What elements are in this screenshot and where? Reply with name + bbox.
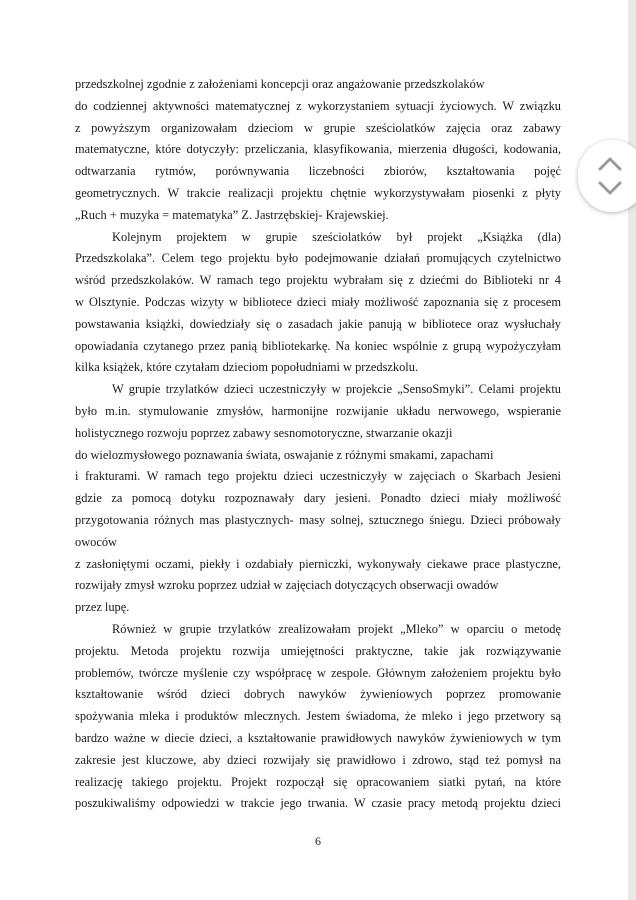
chevron-down-icon	[597, 178, 623, 198]
text-line: z zasłoniętymi oczami, piekły i ozdabiały pierniczki, wykonywały ciekawe prace plastyczne,	[75, 556, 561, 571]
page-navigation	[578, 140, 636, 212]
text-line: kilka książek, które czytałam dzieciom popołudniami w przedszkolu.	[75, 360, 419, 375]
text-line: z powyższym organizowałam dzieciom w grupie sześciolatków zajęcia oraz zabawy	[75, 120, 561, 135]
page-number: 6	[315, 834, 321, 848]
text-line: owoców	[75, 534, 117, 549]
text-line: przedszkolnej zgodnie z założeniami koncepcji oraz angażowanie przedszkolaków	[75, 77, 485, 91]
text-line: Przedszkolaka”. Celem tego projektu było podejmowanie działań promujących czytelnictwo	[75, 251, 561, 266]
text-line: przez lupę.	[75, 600, 130, 615]
text-line: matematyczne, które dotyczyły: przeliczania, klasyfikowania, mierzenia długości, kodowania,	[75, 142, 561, 157]
chevron-up-icon	[597, 154, 623, 174]
text-line: opowiadania czytanego przez panią bibliotekarkę. Na koniec wspólnie z grupą wypożyczyłam	[75, 338, 561, 353]
next-page-button[interactable]	[597, 178, 623, 198]
previous-page-button[interactable]	[597, 154, 623, 174]
text-line: Również w grupie trzylatków zrealizowałam projekt „Mleko” w oparciu o metodę	[112, 621, 561, 636]
text-line: rozwijały zmysł wzroku poprzez udział w zajęciach dotyczących obserwacji owadów	[75, 578, 499, 593]
text-line: realizację takiego projektu. Projekt rozpoczął się opracowaniem siatki pytań, na które	[75, 774, 561, 789]
text-line: W grupie trzylatków dzieci uczestniczyły w projekcie „SensoSmyki”. Celami projektu	[112, 382, 561, 397]
text-line: w Olsztynie. Podczas wizyty w bibliotece dzieci miały możliwość zapoznania się z procesem	[75, 294, 561, 309]
text-line: problemów, twórcze myślenie czy współpracę w zespole. Głównym założeniem projektu było	[75, 665, 561, 680]
text-line: holistycznego rozwoju poprzez zabawy sesnomotoryczne, stwarzanie okazji	[75, 425, 453, 440]
text-line: bardzo ważne w diecie dzieci, a kształtowanie prawidłowych nawyków żywieniowych w tym	[75, 730, 561, 745]
text-line: „Ruch + muzyka = matematyka” Z. Jastrzębskiej- Krajewskiej.	[75, 207, 389, 222]
text-line: odtwarzania rytmów, porównywania liczebności zbiorów, kształtowania pojęć	[75, 164, 561, 179]
text-line: do codziennej aktywności matematycznej z wykorzystaniem sytuacji życiowych. W związku	[75, 98, 561, 113]
text-line: zakresie jest kluczowe, aby dzieci rozwijały się prawidłowo i zdrowo, stąd też pomysł na	[75, 752, 561, 767]
text-line: wśród przedszkolaków. W ramach tego projektu wybrałam się z dziećmi do Biblioteki nr 4	[75, 273, 561, 288]
text-line: projektu. Metoda projektu rozwija umiejętności praktyczne, takie jak rozwiązywanie	[75, 643, 561, 658]
text-line: i frakturami. W ramach tego projektu dzieci uczestniczyły w zajęciach o Skarbach Jesieni	[75, 469, 561, 484]
text-line: geometrycznych. W trakcie realizacji projektu chętnie wykorzystywałam piosenki z płyty	[75, 185, 561, 200]
text-line: Kolejnym projektem w grupie sześciolatków był projekt „Książka (dla)	[112, 229, 561, 244]
text-line: przygotowania różnych mas plastycznych- masy solnej, sztucznego śniegu. Dzieci próbowały	[75, 512, 561, 527]
text-line: gdzie za pomocą dotyku rozpoznawały dary jesieni. Ponadto dzieci miały możliwość	[75, 491, 561, 506]
text-line: kształtowanie wśród dzieci dobrych nawyków żywieniowych poprzez promowanie	[75, 687, 561, 702]
text-line: spożywania mleka i produktów mlecznych. Jestem świadoma, że mleko i jego przetwory są	[75, 709, 561, 724]
text-line: było m.in. stymulowanie zmysłów, harmonijne rozwijanie układu nerwowego, wspieranie	[75, 403, 561, 418]
text-line: poszukiwaliśmy odpowiedzi w trakcie jego trwania. W czasie pracy metodą projektu dzieci	[75, 796, 561, 811]
text-line: do wielozmysłowego poznawania świata, oswajanie z różnymi smakami, zapachami	[75, 447, 494, 462]
text-line: powstawania książki, dowiedziały się o zasadach jakie panują w bibliotece oraz wysłuchały	[75, 316, 561, 331]
document-body	[75, 74, 561, 815]
